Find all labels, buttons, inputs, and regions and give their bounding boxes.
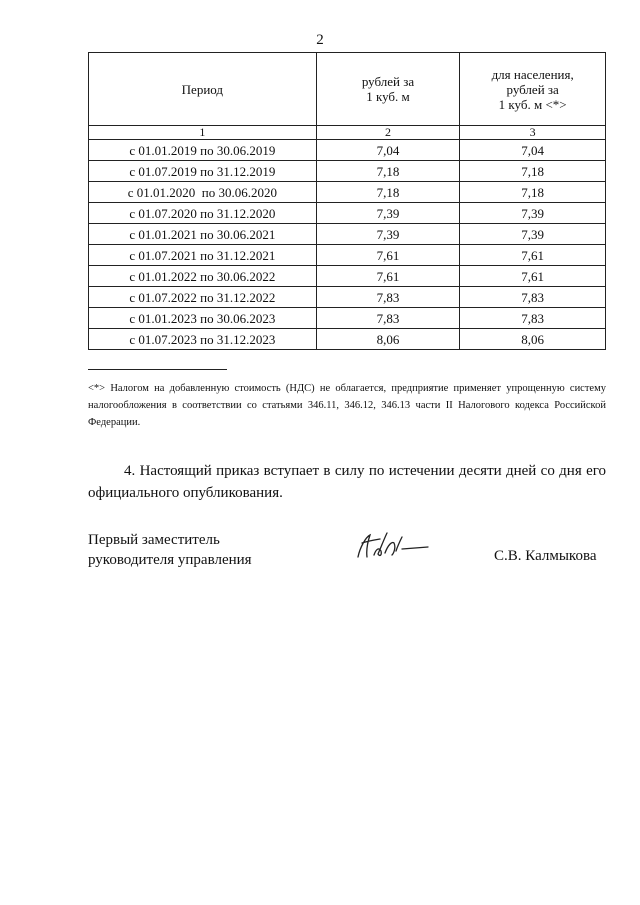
population-rate-cell: 7,39 [460,224,606,245]
column-number: 1 [89,126,317,140]
period-cell: с 01.01.2019 по 30.06.2019 [89,140,317,161]
table-row [89,224,606,245]
rate-cell: 7,83 [316,308,460,329]
period-cell: с 01.01.2021 по 30.06.2021 [89,224,317,245]
population-rate-cell: 7,39 [460,203,606,224]
population-rate-cell: 7,83 [460,308,606,329]
header-rate-line: 1 куб. м [366,89,410,104]
period-cell: с 01.07.2019 по 31.12.2019 [89,161,317,182]
table-row [89,203,606,224]
table-row [89,182,606,203]
page-number: 2 [316,32,324,48]
header-period-line: Период [181,81,224,97]
table-row [89,287,606,308]
population-rate-cell: 7,61 [460,266,606,287]
population-rate-cell: 8,06 [460,329,606,350]
signer-title-line: Первый заместитель [88,532,220,548]
period-cell: с 01.07.2020 по 31.12.2020 [89,203,317,224]
rate-cell: 7,18 [316,161,460,182]
table-header-row [89,53,606,126]
rate-cell: 7,61 [316,266,460,287]
header-period [89,53,317,126]
header-population-rate [460,53,606,126]
order-paragraph: 4. Настоящий приказ вступает в силу по истечении десяти дней со дня его официального опубликования. [88,463,606,501]
table-row [89,245,606,266]
header-rate [316,53,460,126]
table-row [89,308,606,329]
period-cell: с 01.07.2021 по 31.12.2021 [89,245,317,266]
handwritten-signature [352,527,432,567]
rate-cell: 7,39 [316,224,460,245]
column-number: 2 [316,126,460,140]
footnote-divider [88,369,227,370]
period-cell: с 01.01.2022 по 30.06.2022 [89,266,317,287]
column-number: 3 [460,126,606,140]
period-cell: с 01.01.2020 по 30.06.2020 [89,182,317,203]
period-cell: с 01.07.2022 по 31.12.2022 [89,287,317,308]
tariff-table [88,52,606,350]
rate-cell: 8,06 [316,329,460,350]
header-rate-line: рублей за [361,74,415,89]
rate-cell: 7,18 [316,182,460,203]
population-rate-cell: 7,18 [460,182,606,203]
table-row [89,161,606,182]
rate-cell: 7,04 [316,140,460,161]
table-row [89,140,606,161]
population-rate-cell: 7,61 [460,245,606,266]
header-population-line: рублей за [506,81,559,97]
table-row [89,266,606,287]
table-row [89,329,606,350]
population-rate-cell: 7,83 [460,287,606,308]
footnote: <*> Налогом на добавленную стоимость (НДС) не облагается, предприятие применяет упрощенную систему налогообложения в соответствии со статьями 346.11, 346.12, 346.13 части II Налогового кодекса Российской Федерации. [88,383,606,428]
population-rate-cell: 7,04 [460,140,606,161]
rate-cell: 7,83 [316,287,460,308]
rate-cell: 7,61 [316,245,460,266]
period-cell: с 01.01.2023 по 30.06.2023 [89,308,317,329]
header-population-line: 1 куб. м <*> [498,96,567,112]
period-cell: с 01.07.2023 по 31.12.2023 [89,329,317,350]
signer-name: С.В. Калмыкова [494,548,597,564]
signer-title-line: руководителя управления [88,552,252,568]
header-population-line: для населения, [491,66,574,82]
column-number-row [89,126,606,140]
population-rate-cell: 7,18 [460,161,606,182]
signer-title [88,530,252,570]
rate-cell: 7,39 [316,203,460,224]
